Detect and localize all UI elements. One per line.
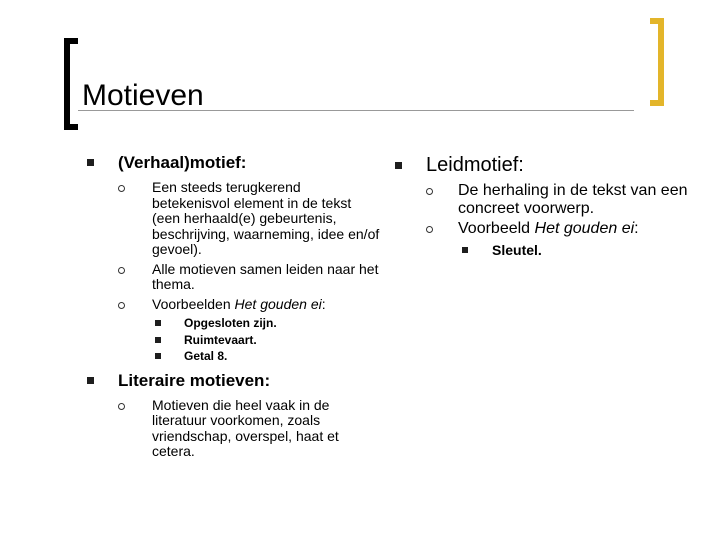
square-bullet-icon [462, 247, 468, 253]
list-item-text: Alle motieven samen leiden naar het thema. [152, 260, 379, 292]
ring-bullet-icon [118, 185, 125, 192]
example-item [80, 332, 380, 349]
heading-verhaalmotief-text: (Verhaal)motief: [118, 153, 247, 172]
list-item [80, 398, 380, 460]
book-title: Het gouden ei [234, 295, 322, 312]
heading-literaire-motieven [80, 370, 380, 392]
list-item-text: : [634, 220, 639, 237]
list-item-text: Voorbeeld [458, 220, 535, 237]
list-item-text: : [321, 295, 326, 312]
list-item [80, 262, 380, 293]
right-column [388, 152, 688, 259]
square-bullet-icon [87, 159, 94, 166]
heading-leidmotief-text: Leidmotief: [426, 154, 524, 176]
list-item-text: Een steeds terugkerend betekenisvol element in de tekst (een herhaald(e) gebeurtenis, beschrijving, waarneming, idee en/of gevoel). [152, 179, 380, 257]
example-text: Sleutel. [492, 241, 542, 258]
ring-bullet-icon [426, 226, 433, 233]
title-bracket-left [64, 38, 78, 130]
ring-bullet-icon [118, 267, 125, 274]
slide-title: Motieven [82, 79, 204, 112]
example-text: Getal 8. [184, 349, 228, 363]
square-bullet-icon [155, 320, 161, 326]
square-bullet-icon [395, 162, 402, 169]
list-item [80, 180, 380, 258]
example-text: Ruimtevaart. [184, 332, 257, 347]
heading-literaire-motieven-text: Literaire motieven: [118, 370, 271, 390]
square-bullet-icon [87, 377, 94, 384]
square-bullet-icon [155, 353, 161, 359]
heading-verhaalmotief [80, 152, 380, 174]
square-bullet-icon [155, 337, 161, 343]
book-title: Het gouden ei [534, 220, 635, 237]
example-item [388, 241, 688, 259]
title-bracket-right [650, 18, 664, 106]
example-item [80, 315, 380, 332]
heading-leidmotief [388, 152, 688, 178]
ring-bullet-icon [118, 403, 125, 410]
list-item-text: Voorbeelden [152, 295, 235, 312]
list-item [388, 182, 688, 217]
left-column [80, 152, 380, 460]
list-item-text: De herhaling in de tekst van een concreet voorwerp. [458, 182, 688, 217]
example-item [80, 348, 380, 365]
example-text: Opgesloten zijn. [184, 316, 277, 330]
list-item-text: Motieven die heel vaak in de literatuur voorkomen, zoals vriendschap, overspel, haat et cetera. [152, 396, 339, 459]
ring-bullet-icon [426, 188, 433, 195]
ring-bullet-icon [118, 302, 125, 309]
list-item [388, 220, 688, 238]
list-item [80, 297, 380, 313]
